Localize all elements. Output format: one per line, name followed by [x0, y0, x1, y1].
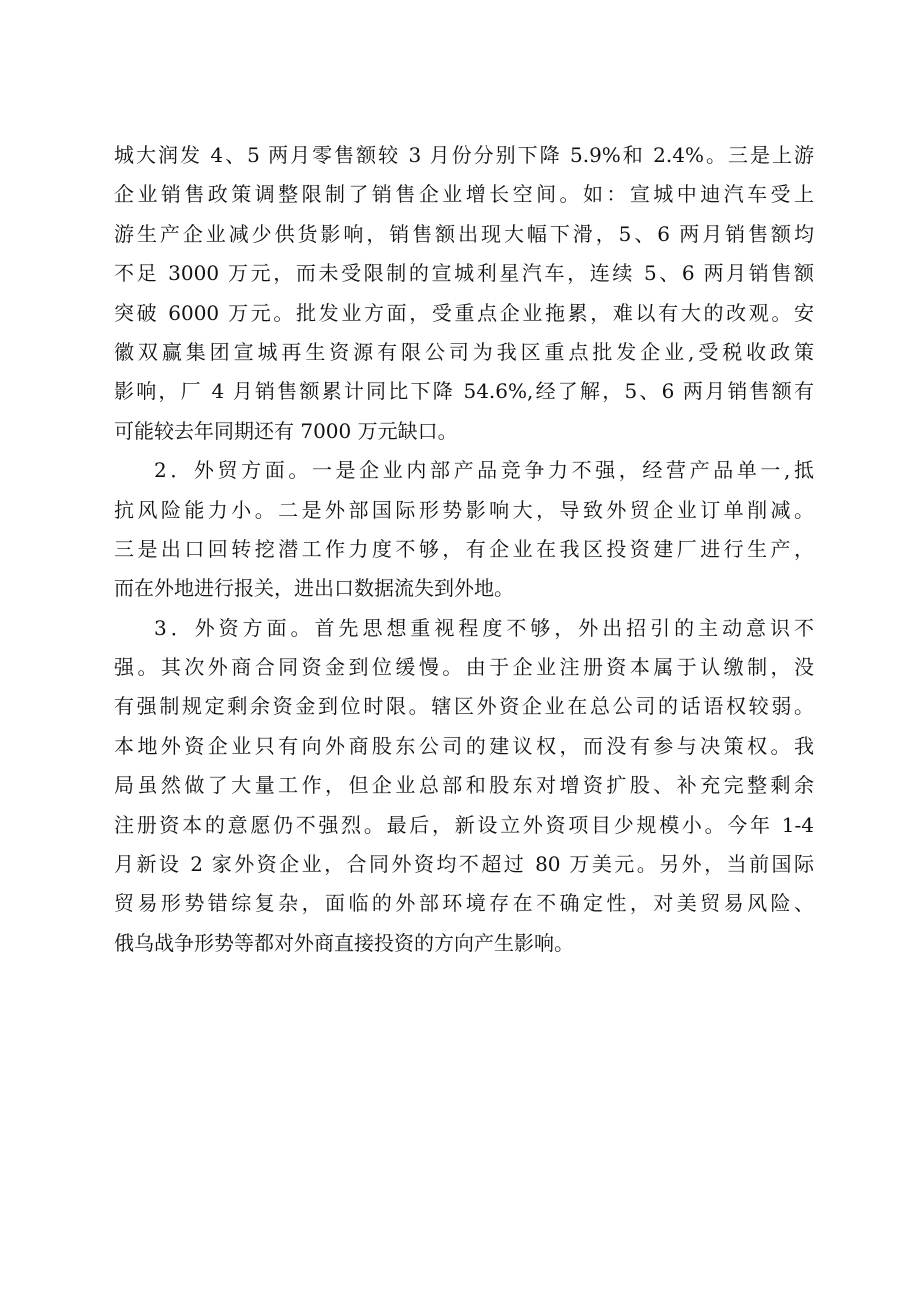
text-line: 本地外资企业只有向外商股东公司的建议权，而没有参与决策权。我: [114, 733, 814, 758]
text-line: 贸易形势错综复杂，面临的外部环境存在不确定性，对美贸易风险、: [114, 891, 814, 916]
text-line: 影响，厂 4 月销售额累计同比下降 54.6%,经了解，5、6 两月销售额有: [114, 379, 814, 404]
text-line: 强。其次外商合同资金到位缓慢。由于企业注册资本属于认缴制，没: [114, 655, 814, 680]
text-line: 不足 3000 万元，而未受限制的宣城利星汽车，连续 5、6 两月销售额: [114, 261, 814, 286]
text-line: 三是出口回转挖潜工作力度不够，有企业在我区投资建厂进行生产，: [114, 536, 814, 561]
text-line: 而在外地进行报关，进出口数据流失到外地。: [114, 576, 514, 601]
text-line: 有强制规定剩余资金到位时限。辖区外资企业在总公司的话语权较弱。: [114, 694, 814, 719]
text-line: 企业销售政策调整限制了销售企业增长空间。如：宣城中迪汽车受上: [114, 182, 814, 207]
paragraph-retail-continued: [114, 136, 814, 451]
paragraph-foreign-trade: [114, 451, 814, 609]
text-line: 俄乌战争形势等都对外商直接投资的方向产生影响。: [114, 930, 574, 955]
text-line: 城大润发 4、5 两月零售额较 3 月份分别下降 5.9%和 2.4%。三是上游: [114, 143, 814, 167]
text-line: 游生产企业减少供货影响，销售额出现大幅下滑，5、6 两月销售额均: [114, 221, 814, 246]
text-line: 月新设 2 家外资企业，合同外资均不超过 80 万美元。另外，当前国际: [114, 852, 814, 877]
text-line: 徽双赢集团宣城再生资源有限公司为我区重点批发企业,受税收政策: [114, 339, 814, 364]
text-line: 局虽然做了大量工作，但企业总部和股东对增资扩股、补充完整剩余: [114, 773, 814, 798]
document-body: [114, 136, 814, 963]
text-line: 抗风险能力小。二是外部国际形势影响大，导致外贸企业订单削减。: [114, 497, 814, 522]
text-line: 注册资本的意愿仍不强烈。最后，新设立外资项目少规模小。今年 1-4: [114, 812, 814, 837]
paragraph-foreign-investment: [114, 609, 814, 964]
paragraph-heading-line: 2．外贸方面。一是企业内部产品竞争力不强，经营产品单一,抵: [154, 458, 814, 483]
text-line: 突破 6000 万元。批发业方面，受重点企业拖累，难以有大的改观。安: [114, 300, 814, 325]
text-line: 可能较去年同期还有 7000 万元缺口。: [114, 418, 458, 443]
paragraph-heading-line: 3．外资方面。首先思想重视程度不够，外出招引的主动意识不: [154, 615, 814, 640]
